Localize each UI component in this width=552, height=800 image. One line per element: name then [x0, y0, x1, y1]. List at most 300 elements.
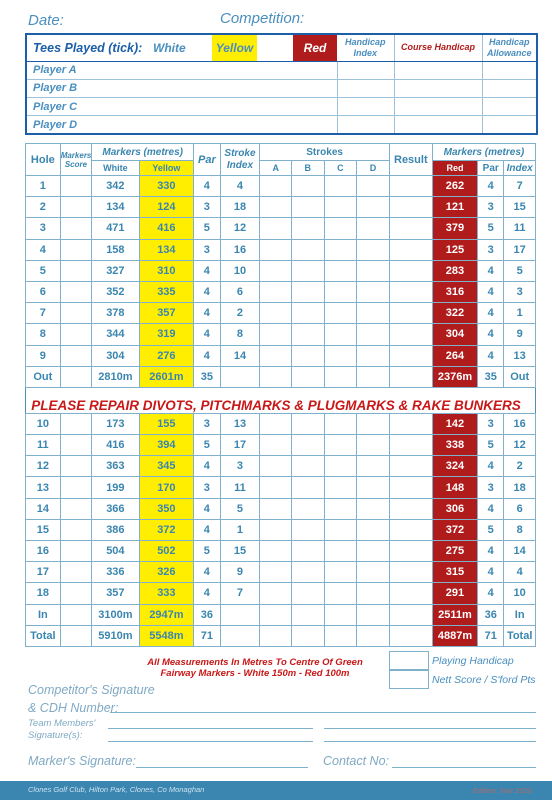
tees-table — [25, 33, 538, 135]
player-d-strokes-header: D — [357, 161, 390, 176]
player-a-strokes[interactable] — [260, 435, 292, 456]
white-metres: 352 — [92, 281, 139, 302]
player-row — [26, 98, 537, 116]
white-metres: 471 — [92, 218, 139, 239]
out-row-par-total: 35 — [194, 366, 220, 387]
hole-number: 10 — [26, 413, 61, 434]
player-a-strokes[interactable] — [260, 519, 292, 540]
yellow-metres: 372 — [139, 519, 194, 540]
hole-row — [26, 519, 536, 540]
player-b-strokes[interactable] — [291, 218, 324, 239]
player-a-strokes[interactable] — [260, 477, 292, 498]
date-label: Date: — [28, 12, 64, 29]
hole-number: 5 — [26, 260, 61, 281]
player-b-allowance[interactable] — [482, 79, 537, 97]
stroke-index: 11 — [220, 477, 260, 498]
marker-signature-line[interactable] — [136, 767, 308, 768]
par: 3 — [194, 413, 220, 434]
total-row-player-d-total[interactable] — [357, 625, 390, 646]
result-cell[interactable] — [389, 239, 432, 260]
player-b-hcp-index[interactable] — [337, 79, 394, 97]
result-cell[interactable] — [389, 260, 432, 281]
yellow-metres: 276 — [139, 345, 194, 366]
par: 4 — [194, 345, 220, 366]
player-a-allowance[interactable] — [482, 61, 537, 79]
player-a-strokes[interactable] — [260, 303, 292, 324]
player-c-allowance[interactable] — [482, 98, 537, 116]
white-metres: 342 — [92, 176, 139, 197]
player-d-course-hcp[interactable] — [394, 116, 482, 134]
stroke-index: 12 — [220, 218, 260, 239]
player-a-hcp-index[interactable] — [337, 61, 394, 79]
tees-played-label: Tees Played (tick): — [26, 34, 145, 61]
player-c-strokes[interactable] — [324, 218, 357, 239]
marker-signature-label: Marker's Signature: — [28, 754, 136, 768]
par: 3 — [194, 477, 220, 498]
player-d-strokes[interactable] — [357, 281, 390, 302]
white-metres: 386 — [92, 519, 139, 540]
player-d-strokes[interactable] — [357, 303, 390, 324]
markers-score-cell[interactable] — [60, 477, 92, 498]
yellow-metres: 335 — [139, 281, 194, 302]
player-b-strokes[interactable] — [291, 456, 324, 477]
player-d-strokes[interactable] — [357, 541, 390, 562]
red-par: 5 — [478, 519, 504, 540]
red-index: 18 — [504, 477, 536, 498]
player-c-strokes[interactable] — [324, 176, 357, 197]
red-par: 4 — [478, 260, 504, 281]
total-row-label: Total — [26, 625, 61, 646]
yellow-metres: 326 — [139, 562, 194, 583]
player-c-strokes[interactable] — [324, 519, 357, 540]
red-metres: 264 — [432, 345, 477, 366]
player-a-strokes[interactable] — [260, 281, 292, 302]
white-metres: 344 — [92, 324, 139, 345]
red-par: 4 — [478, 498, 504, 519]
result-cell[interactable] — [389, 562, 432, 583]
player-c-strokes[interactable] — [324, 498, 357, 519]
red-index: 1 — [504, 303, 536, 324]
player-c-strokes[interactable] — [324, 541, 357, 562]
par: 4 — [194, 176, 220, 197]
in-row-right-label: In — [504, 604, 536, 625]
yellow-metres: 416 — [139, 218, 194, 239]
handicap-allowance-header: Handicap Allowance — [482, 34, 537, 61]
playing-handicap-label: Playing Handicap — [432, 655, 514, 667]
markers-score-cell[interactable] — [60, 281, 92, 302]
par: 4 — [194, 324, 220, 345]
player-b-strokes[interactable] — [291, 477, 324, 498]
player-b-strokes[interactable] — [291, 260, 324, 281]
player-a-strokes[interactable] — [260, 176, 292, 197]
par: 5 — [194, 435, 220, 456]
contact-no-line[interactable] — [392, 767, 536, 768]
player-c-strokes[interactable] — [324, 197, 357, 218]
red-index: 14 — [504, 541, 536, 562]
hole-number: 8 — [26, 324, 61, 345]
markers-score-cell[interactable] — [60, 583, 92, 604]
stroke-index: 8 — [220, 324, 260, 345]
player-a-strokes[interactable] — [260, 413, 292, 434]
par: 4 — [194, 519, 220, 540]
result-cell[interactable] — [389, 324, 432, 345]
player-a-strokes[interactable] — [260, 345, 292, 366]
result-cell[interactable] — [389, 413, 432, 434]
out-row-label: Out — [26, 366, 61, 387]
tee-white[interactable]: White — [145, 34, 212, 61]
player-a-strokes[interactable] — [260, 456, 292, 477]
markers-score-cell[interactable] — [60, 541, 92, 562]
result-cell[interactable] — [389, 583, 432, 604]
red-index: 17 — [504, 239, 536, 260]
red-par: 4 — [478, 303, 504, 324]
result-cell[interactable] — [389, 176, 432, 197]
player-d-strokes[interactable] — [357, 176, 390, 197]
stroke-index: 3 — [220, 456, 260, 477]
hole-number: 16 — [26, 541, 61, 562]
markers-score-cell[interactable] — [60, 303, 92, 324]
result-cell[interactable] — [389, 345, 432, 366]
red-metres: 304 — [432, 324, 477, 345]
hole-row — [26, 176, 536, 197]
out-row-player-b-total[interactable] — [291, 366, 324, 387]
player-b-strokes-header: B — [291, 161, 324, 176]
result-cell[interactable] — [389, 456, 432, 477]
red-metres: 291 — [432, 583, 477, 604]
player-b-strokes[interactable] — [291, 281, 324, 302]
hole-row — [26, 260, 536, 281]
result-cell[interactable] — [389, 519, 432, 540]
player-b-strokes[interactable] — [291, 562, 324, 583]
hole-number: 7 — [26, 303, 61, 324]
hole-header: Hole — [26, 144, 61, 176]
player-c-strokes[interactable] — [324, 435, 357, 456]
markers-score-cell[interactable] — [60, 435, 92, 456]
player-c-strokes-header: C — [324, 161, 357, 176]
team-signatures-label: Signature(s): — [28, 730, 83, 741]
player-c-strokes[interactable] — [324, 345, 357, 366]
red-index: 9 — [504, 324, 536, 345]
player-c-strokes[interactable] — [324, 477, 357, 498]
hole-row — [26, 345, 536, 366]
player-d-strokes[interactable] — [357, 477, 390, 498]
red-par: 4 — [478, 345, 504, 366]
in-row-white-total: 3100m — [92, 604, 139, 625]
stroke-index: 4 — [220, 176, 260, 197]
score-table — [25, 143, 536, 647]
player-b-strokes[interactable] — [291, 303, 324, 324]
red-metres: 275 — [432, 541, 477, 562]
in-row-result-total[interactable] — [389, 604, 432, 625]
markers-score-cell[interactable] — [60, 413, 92, 434]
par: 4 — [194, 583, 220, 604]
red-metres: 306 — [432, 498, 477, 519]
stroke-index: 9 — [220, 562, 260, 583]
markers-score-cell[interactable] — [60, 498, 92, 519]
red-index: 5 — [504, 260, 536, 281]
markers-metres-right-header: Markers (metres) — [432, 144, 535, 161]
total-row-markers-score[interactable] — [60, 625, 92, 646]
in-row-label: In — [26, 604, 61, 625]
hole-row — [26, 498, 536, 519]
player-c-strokes[interactable] — [324, 239, 357, 260]
player-d-strokes[interactable] — [357, 456, 390, 477]
player-d-strokes[interactable] — [357, 498, 390, 519]
playing-handicap-box[interactable] — [389, 651, 429, 670]
player-b-strokes[interactable] — [291, 435, 324, 456]
player-d-strokes[interactable] — [357, 239, 390, 260]
markers-score-cell[interactable] — [60, 176, 92, 197]
hole-row — [26, 477, 536, 498]
tee-yellow[interactable]: Yellow — [212, 34, 257, 61]
out-row-blank — [220, 366, 260, 387]
player-a-strokes-header: A — [260, 161, 292, 176]
red-index: 12 — [504, 435, 536, 456]
player-d-allowance[interactable] — [482, 116, 537, 134]
red-par: 3 — [478, 239, 504, 260]
red-par: 4 — [478, 541, 504, 562]
red-par: 4 — [478, 456, 504, 477]
player-a-label[interactable]: Player A — [26, 61, 337, 79]
hole-number: 1 — [26, 176, 61, 197]
white-metres: 336 — [92, 562, 139, 583]
player-c-strokes[interactable] — [324, 303, 357, 324]
player-c-strokes[interactable] — [324, 413, 357, 434]
player-d-strokes[interactable] — [357, 413, 390, 434]
red-metres: 121 — [432, 197, 477, 218]
player-c-course-hcp[interactable] — [394, 98, 482, 116]
player-d-hcp-index[interactable] — [337, 116, 394, 134]
yellow-metres: 310 — [139, 260, 194, 281]
player-c-hcp-index[interactable] — [337, 98, 394, 116]
out-row-player-a-total[interactable] — [260, 366, 292, 387]
player-row — [26, 61, 537, 79]
hole-row — [26, 197, 536, 218]
player-c-label[interactable]: Player C — [26, 98, 337, 116]
red-par: 5 — [478, 218, 504, 239]
red-par: 5 — [478, 435, 504, 456]
out-row-white-total: 2810m — [92, 366, 139, 387]
hole-row — [26, 303, 536, 324]
red-metres: 324 — [432, 456, 477, 477]
player-d-strokes[interactable] — [357, 519, 390, 540]
player-d-strokes[interactable] — [357, 324, 390, 345]
markers-score-cell[interactable] — [60, 519, 92, 540]
player-c-strokes[interactable] — [324, 281, 357, 302]
out-row — [26, 366, 536, 387]
markers-score-cell[interactable] — [60, 562, 92, 583]
competitor-signature-line[interactable] — [110, 712, 536, 713]
player-a-strokes[interactable] — [260, 239, 292, 260]
player-d-strokes[interactable] — [357, 562, 390, 583]
hole-number: 3 — [26, 218, 61, 239]
team-signature-line-1[interactable] — [108, 728, 313, 729]
result-cell[interactable] — [389, 477, 432, 498]
hole-number: 18 — [26, 583, 61, 604]
red-index: 8 — [504, 519, 536, 540]
player-d-label[interactable]: Player D — [26, 116, 337, 134]
hole-row — [26, 239, 536, 260]
markers-score-cell[interactable] — [60, 324, 92, 345]
in-row-player-a-total[interactable] — [260, 604, 292, 625]
red-par: 4 — [478, 562, 504, 583]
yellow-metres: 155 — [139, 413, 194, 434]
total-row — [26, 625, 536, 646]
player-a-course-hcp[interactable] — [394, 61, 482, 79]
red-index: 11 — [504, 218, 536, 239]
markers-score-cell[interactable] — [60, 260, 92, 281]
player-b-strokes[interactable] — [291, 583, 324, 604]
red-metres: 142 — [432, 413, 477, 434]
repair-divots-banner: PLEASE REPAIR DIVOTS, PITCHMARKS & PLUGMARKS & RAKE BUNKERS — [31, 398, 521, 413]
player-b-strokes[interactable] — [291, 197, 324, 218]
red-index: 2 — [504, 456, 536, 477]
result-header: Result — [389, 144, 432, 176]
player-b-strokes[interactable] — [291, 413, 324, 434]
red-metres: 338 — [432, 435, 477, 456]
markers-score-header: Markers Score — [60, 144, 92, 176]
player-c-strokes[interactable] — [324, 324, 357, 345]
player-d-strokes[interactable] — [357, 583, 390, 604]
red-par: 3 — [478, 413, 504, 434]
total-row-result-total[interactable] — [389, 625, 432, 646]
hole-row — [26, 413, 536, 434]
player-b-strokes[interactable] — [291, 498, 324, 519]
player-a-strokes[interactable] — [260, 324, 292, 345]
red-par: 4 — [478, 176, 504, 197]
result-cell[interactable] — [389, 541, 432, 562]
stroke-index: 13 — [220, 413, 260, 434]
markers-score-cell[interactable] — [60, 239, 92, 260]
hole-number: 14 — [26, 498, 61, 519]
white-header: White — [92, 161, 139, 176]
in-row-player-d-total[interactable] — [357, 604, 390, 625]
player-b-strokes[interactable] — [291, 176, 324, 197]
markers-score-cell[interactable] — [60, 218, 92, 239]
yellow-metres: 350 — [139, 498, 194, 519]
team-signature-line-2[interactable] — [324, 728, 536, 729]
out-row-player-c-total[interactable] — [324, 366, 357, 387]
total-row-player-c-total[interactable] — [324, 625, 357, 646]
player-d-strokes[interactable] — [357, 345, 390, 366]
total-row-yellow-total: 5548m — [139, 625, 194, 646]
yellow-metres: 124 — [139, 197, 194, 218]
red-metres: 316 — [432, 281, 477, 302]
result-cell[interactable] — [389, 303, 432, 324]
stroke-index: 15 — [220, 541, 260, 562]
markers-score-cell[interactable] — [60, 456, 92, 477]
contact-no-label: Contact No: — [323, 754, 390, 768]
red-par: 4 — [478, 324, 504, 345]
player-a-strokes[interactable] — [260, 197, 292, 218]
player-b-strokes[interactable] — [291, 239, 324, 260]
team-signature-line-3[interactable] — [108, 741, 313, 742]
result-cell[interactable] — [389, 498, 432, 519]
player-d-strokes[interactable] — [357, 435, 390, 456]
player-d-strokes[interactable] — [357, 197, 390, 218]
par: 3 — [194, 239, 220, 260]
out-row-player-d-total[interactable] — [357, 366, 390, 387]
player-b-label[interactable]: Player B — [26, 79, 337, 97]
stroke-index: 10 — [220, 260, 260, 281]
team-signature-line-4[interactable] — [324, 741, 536, 742]
player-d-strokes[interactable] — [357, 218, 390, 239]
player-a-strokes[interactable] — [260, 498, 292, 519]
total-row-red-total: 4887m — [432, 625, 477, 646]
yellow-metres: 170 — [139, 477, 194, 498]
strokes-header: Strokes — [260, 144, 389, 161]
result-cell[interactable] — [389, 218, 432, 239]
in-row-markers-score[interactable] — [60, 604, 92, 625]
player-a-strokes[interactable] — [260, 218, 292, 239]
player-b-strokes[interactable] — [291, 519, 324, 540]
player-c-strokes[interactable] — [324, 562, 357, 583]
hole-number: 17 — [26, 562, 61, 583]
stroke-index: 16 — [220, 239, 260, 260]
player-c-strokes[interactable] — [324, 456, 357, 477]
red-par: 4 — [478, 583, 504, 604]
total-row-player-a-total[interactable] — [260, 625, 292, 646]
player-c-strokes[interactable] — [324, 583, 357, 604]
tee-red[interactable]: Red — [293, 34, 337, 61]
nett-score-label: Nett Score / S'ford Pts — [432, 674, 536, 686]
par: 5 — [194, 218, 220, 239]
player-b-strokes[interactable] — [291, 541, 324, 562]
yellow-header: Yellow — [139, 161, 194, 176]
player-a-strokes[interactable] — [260, 541, 292, 562]
tee-yellow-tick[interactable] — [257, 34, 293, 61]
stroke-index: 18 — [220, 197, 260, 218]
index-right-header: Index — [504, 161, 536, 176]
out-row-yellow-total: 2601m — [139, 366, 194, 387]
hole-number: 12 — [26, 456, 61, 477]
yellow-metres: 394 — [139, 435, 194, 456]
total-row-par-total: 71 — [194, 625, 220, 646]
par: 4 — [194, 260, 220, 281]
nett-score-box[interactable] — [389, 670, 429, 689]
stroke-index: 14 — [220, 345, 260, 366]
notes-line-2: Fairway Markers - White 150m - Red 100m — [160, 668, 350, 679]
result-cell[interactable] — [389, 197, 432, 218]
white-metres: 363 — [92, 456, 139, 477]
player-a-strokes[interactable] — [260, 583, 292, 604]
player-d-strokes[interactable] — [357, 260, 390, 281]
player-b-course-hcp[interactable] — [394, 79, 482, 97]
footer-bar — [0, 781, 552, 800]
player-b-strokes[interactable] — [291, 324, 324, 345]
player-c-strokes[interactable] — [324, 260, 357, 281]
in-row-red-total: 2511m — [432, 604, 477, 625]
markers-score-cell[interactable] — [60, 197, 92, 218]
player-a-strokes[interactable] — [260, 260, 292, 281]
total-row-player-b-total[interactable] — [291, 625, 324, 646]
in-row — [26, 604, 536, 625]
red-index: 13 — [504, 345, 536, 366]
player-b-strokes[interactable] — [291, 345, 324, 366]
hole-row — [26, 324, 536, 345]
player-a-strokes[interactable] — [260, 562, 292, 583]
in-row-player-c-total[interactable] — [324, 604, 357, 625]
markers-score-cell[interactable] — [60, 345, 92, 366]
result-cell[interactable] — [389, 281, 432, 302]
red-header: Red — [432, 161, 477, 176]
out-row-right-label: Out — [504, 366, 536, 387]
handicap-index-header: Handicap Index — [337, 34, 394, 61]
in-row-player-b-total[interactable] — [291, 604, 324, 625]
result-cell[interactable] — [389, 435, 432, 456]
out-row-markers-score[interactable] — [60, 366, 92, 387]
out-row-result-total[interactable] — [389, 366, 432, 387]
